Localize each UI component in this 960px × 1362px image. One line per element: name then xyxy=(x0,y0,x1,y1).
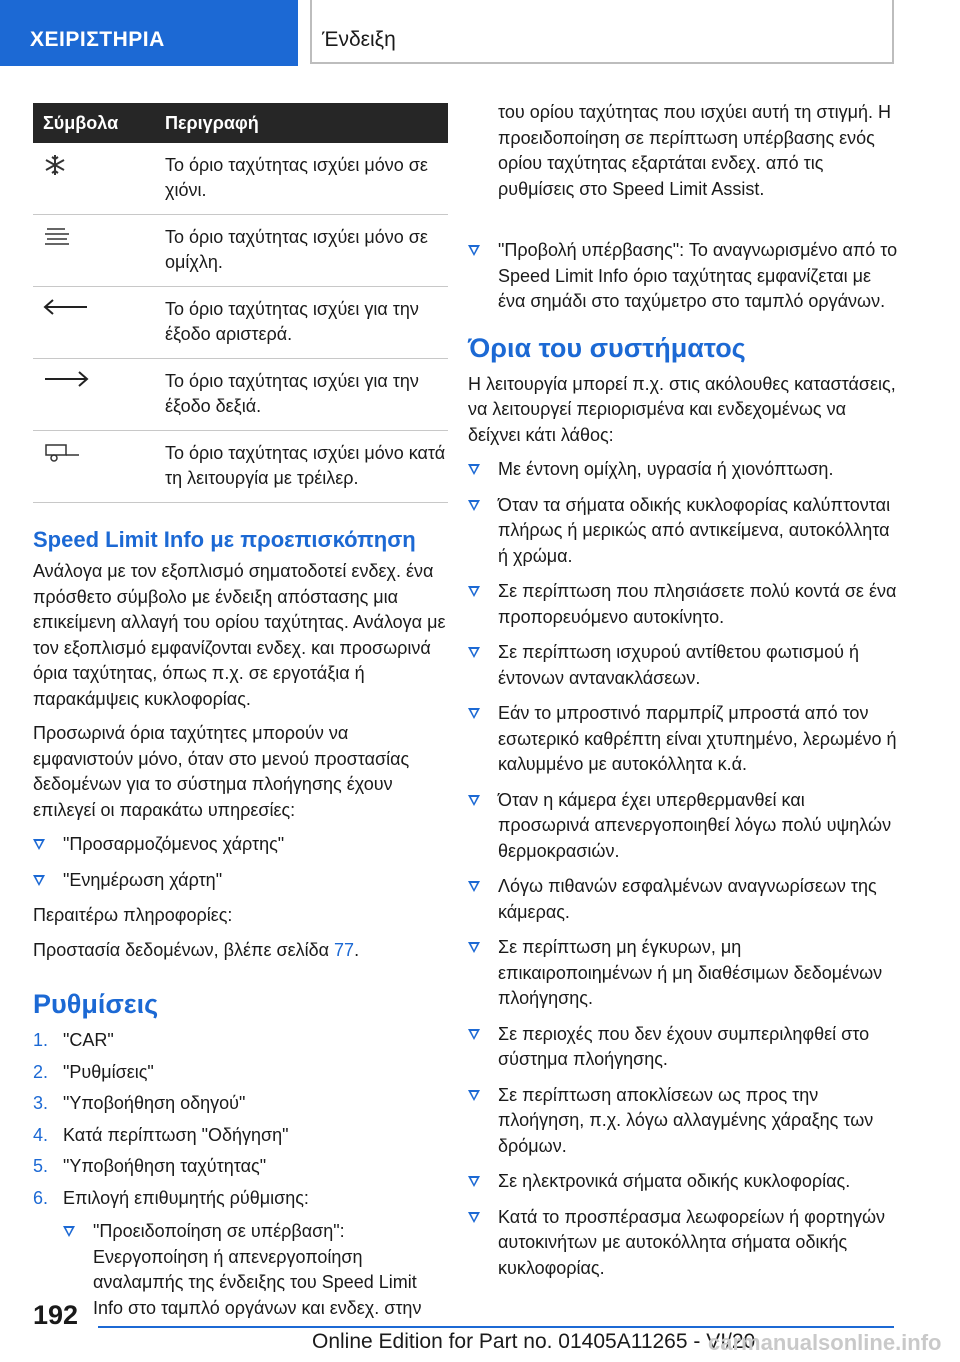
list-item-continued xyxy=(468,100,898,228)
list-item xyxy=(33,868,448,894)
symbol-table xyxy=(33,103,448,503)
speed-limit-info-heading: Speed Limit Info με προεπισκόπηση xyxy=(33,527,416,552)
list-item xyxy=(33,1123,448,1149)
step-number: 5. xyxy=(33,1156,49,1176)
paragraph xyxy=(33,938,448,964)
list-item xyxy=(33,1060,448,1086)
system-limits-heading: Όρια του συστήματος xyxy=(468,332,746,363)
list-item-text: Σε περιοχές που δεν έχουν συμπεριληφθεί στο σύστημα πλοήγησης. xyxy=(498,1023,870,1069)
list-item xyxy=(468,788,898,865)
left-column xyxy=(33,103,448,1327)
step-text: Κατά περίπτωση "Οδήγηση" xyxy=(63,1124,289,1145)
limits-list xyxy=(468,457,898,1281)
bullet-triangle-icon xyxy=(468,1212,480,1223)
step-text: "CAR" xyxy=(63,1030,114,1050)
bullet-triangle-icon xyxy=(468,647,480,658)
paragraph-text: . xyxy=(354,939,360,960)
step-text: "Υποβοήθηση ταχύτητας" xyxy=(63,1156,267,1176)
services-list xyxy=(33,832,448,893)
table-header-symbols: Σύμβολα xyxy=(33,103,165,143)
bullet-triangle-icon xyxy=(468,942,480,953)
bullet-triangle-icon xyxy=(468,795,480,806)
fog-icon xyxy=(33,215,165,287)
bullet-triangle-icon xyxy=(468,464,480,475)
list-item xyxy=(63,1219,448,1321)
edition-text: Online Edition for Part no. 01405A11265 - VI/20 xyxy=(312,1330,756,1353)
bullet-triangle-icon xyxy=(33,839,45,850)
bullet-triangle-icon xyxy=(468,1090,480,1101)
list-item xyxy=(468,579,898,630)
list-item-text: "Προειδοποίηση σε υπέρβαση": Ενεργοποίηση ή απενεργοποίηση αναλαμπής της ένδειξης του Speed Limit Info στο ταμπλό οργάνων και ενδεχ. στην xyxy=(93,1221,422,1318)
table-cell-description: Το όριο ταχύτητας ισχύει μόνο σε χιόνι. xyxy=(165,143,448,215)
bullet-triangle-icon xyxy=(468,500,480,511)
bullet-triangle-icon xyxy=(468,708,480,719)
bullet-triangle-icon xyxy=(468,1029,480,1040)
arrow-right-icon xyxy=(33,359,165,431)
list-item xyxy=(468,1083,898,1160)
bullet-triangle-icon xyxy=(468,881,480,892)
list-item xyxy=(468,1205,898,1282)
watermark: carmanualsonline.info xyxy=(708,1330,942,1355)
settings-sub-list-continued xyxy=(468,100,898,315)
list-item-text: Σε περίπτωση αποκλίσεων ως προς την πλοήγηση, π.χ. λόγω αλλαγμένης χάραξης των δρόμων. xyxy=(498,1084,874,1156)
list-item xyxy=(468,935,898,1012)
bullet-triangle-icon xyxy=(468,1176,480,1187)
list-item xyxy=(33,1186,448,1322)
step-text: Επιλογή επιθυμητής ρύθμισης: xyxy=(63,1187,309,1208)
step-text: "Ρυθμίσεις" xyxy=(63,1061,154,1082)
list-item xyxy=(468,874,898,925)
list-item xyxy=(468,493,898,570)
list-item-text: Κατά το προσπέρασμα λεωφορείων ή φορτηγών αυτοκινήτων με αυτοκόλλητα σήματα οδικής κυκλοφορίας. xyxy=(498,1206,886,1278)
snowflake-icon xyxy=(33,143,165,215)
paragraph: Η λειτουργία μπορεί π.χ. στις ακόλουθες καταστάσεις, να λειτουργεί περιορισμένα και ενδεχομένως να δείχνει κάτι λάθος: xyxy=(468,373,896,445)
table-header-description: Περιγραφή xyxy=(165,103,448,143)
list-item-text: Σε περίπτωση που πλησιάσετε πολύ κοντά σε ένα προπορευόμενο αυτοκίνητο. xyxy=(498,581,897,627)
list-item-text: Με έντονη ομίχλη, υγρασία ή χιονόπτωση. xyxy=(498,459,834,479)
list-item xyxy=(468,701,898,778)
list-item-text: Σε ηλεκτρονικά σήματα οδικής κυκλοφορίας. xyxy=(498,1171,851,1191)
table-cell-description: Το όριο ταχύτητας ισχύει μόνο κατά τη λειτουργία με τρέιλερ. xyxy=(165,431,448,503)
list-item-text: "Προβολή υπέρβασης": Το αναγνωρισμένο από το Speed Limit Info όριο ταχύτητας εμφανίζεται με ένα σημάδι στο ταχύμετρο στο ταμπλό οργάνων. xyxy=(498,240,898,311)
paragraph-text: Προστασία δεδομένων, βλέπε σελίδα xyxy=(33,939,335,960)
chapter-tab: ΧΕΙΡΙΣΤΗΡΙΑ xyxy=(0,0,298,66)
trailer-icon xyxy=(33,431,165,503)
list-item-text: "Προσαρμοζόμενος χάρτης" xyxy=(63,834,285,854)
bullet-triangle-icon xyxy=(33,875,45,886)
page-number: 192 xyxy=(33,1300,79,1330)
list-item xyxy=(468,457,898,483)
bullet-triangle-icon xyxy=(63,1226,75,1237)
list-item-text: Σε περίπτωση ισχυρού αντίθετου φωτισμού ή έντονων αντανακλάσεων. xyxy=(498,642,859,688)
list-item-text: Όταν τα σήματα οδικής κυκλοφορίας καλύπτονται πλήρως ή μερικώς από αντικείμενα, αυτοκόλλητα ή χρώμα. xyxy=(498,494,891,566)
list-item-text: "Ενημέρωση χάρτη" xyxy=(63,869,223,890)
table-row xyxy=(33,359,448,431)
list-item-text: Όταν η κάμερα έχει υπερθερμανθεί και προσωρινά απενεργοποιηθεί λόγω πολύ υψηλών θερμοκρασιών. xyxy=(498,789,892,861)
bullet-triangle-icon xyxy=(468,586,480,597)
paragraph: Ανάλογα με τον εξοπλισμό σηματοδοτεί ενδεχ. ένα πρόσθετο σύμβολο με ένδειξη απόστασης μια επικείμενη αλλαγή του ορίου ταχύτητας. Ανάλογα με τον εξοπλισμό εμφανίζονται ενδεχ. και προσωρινά όρια ταχύτητας, όπως π.χ. σε εργοτάξια ή παρακάμψεις κυκλοφορίας. xyxy=(33,561,446,709)
paragraph: Περαιτέρω πληροφορίες: xyxy=(33,905,233,925)
settings-sub-list xyxy=(63,1219,448,1321)
step-number: 6. xyxy=(33,1187,49,1208)
settings-heading: Ρυθμίσεις xyxy=(33,989,159,1019)
list-item xyxy=(468,1022,898,1073)
paragraph: Προσωρινά όρια ταχύτητες μπορούν να εμφανιστούν μόνο, όταν στο μενού προστασίας δεδομένων για το σύστημα πλοήγησης έχουν επιλεγεί οι παρακάτω υπηρεσίες: xyxy=(33,723,410,820)
list-item-text: Σε περίπτωση μη έγκυρων, μη επικαιροποιημένων ή μη διαθέσιμων δεδομένων πλοήγησης. xyxy=(498,937,883,1008)
list-item xyxy=(468,1169,898,1195)
table-header-row xyxy=(33,103,448,143)
step-number: 1. xyxy=(33,1030,49,1050)
list-item-text: του ορίου ταχύτητας που ισχύει αυτή τη στιγμή. Η προειδοποίηση σε περίπτωση υπέρβασης ενός ορίου ταχύτητας εξαρτάται ενδεχ. από τις ρυθμίσεις στο Speed Limit Assist. xyxy=(498,102,891,199)
bullet-triangle-icon xyxy=(468,245,480,256)
list-item-text: Λόγω πιθανών εσφαλμένων αναγνωρίσεων της κάμερας. xyxy=(498,876,877,922)
table-cell-description: Το όριο ταχύτητας ισχύει για την έξοδο δεξιά. xyxy=(165,359,448,431)
list-item xyxy=(33,1154,448,1180)
table-row xyxy=(33,215,448,287)
step-text: "Υποβοήθηση οδηγού" xyxy=(63,1093,246,1113)
list-item xyxy=(33,832,448,858)
right-column xyxy=(468,100,898,1291)
step-number: 3. xyxy=(33,1093,49,1113)
section-title: Ένδειξη xyxy=(312,0,894,64)
page-link[interactable]: 77 xyxy=(334,939,355,960)
list-item-text: Εάν το μπροστινό παρμπρίζ μπροστά από τον εσωτερικό καθρέπτη είναι χτυπημένο, λερωμένο ή καλυμμένο με αυτοκόλλητα κ.ά. xyxy=(498,703,897,774)
settings-steps xyxy=(33,1028,448,1321)
table-row xyxy=(33,143,448,215)
list-item xyxy=(468,238,898,315)
list-item xyxy=(33,1091,448,1117)
table-row xyxy=(33,287,448,359)
footer-divider xyxy=(98,1326,894,1328)
step-number: 4. xyxy=(33,1124,49,1145)
table-cell-description: Το όριο ταχύτητας ισχύει μόνο σε ομίχλη. xyxy=(165,215,448,287)
table-row xyxy=(33,431,448,503)
arrow-left-icon xyxy=(33,287,165,359)
list-item xyxy=(468,640,898,691)
list-item xyxy=(33,1028,448,1054)
table-cell-description: Το όριο ταχύτητας ισχύει για την έξοδο αριστερά. xyxy=(165,287,448,359)
step-number: 2. xyxy=(33,1061,49,1082)
